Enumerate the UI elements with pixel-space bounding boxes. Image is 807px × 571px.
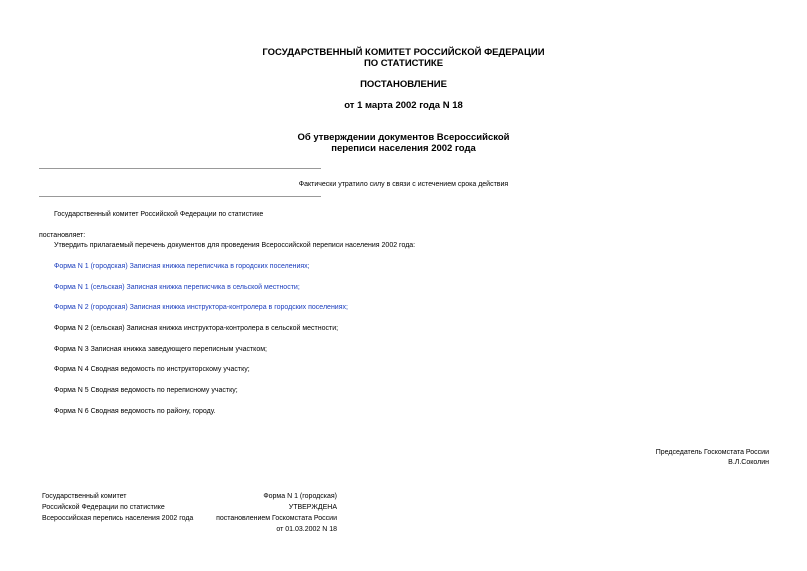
resolves-text: постановляет: [39,232,86,239]
list-item-form-6: Форма N 6 Сводная ведомость по району, городу. [54,408,216,415]
document-date-number: от 1 марта 2002 года N 18 [344,100,463,111]
list-item-form-1-urban[interactable]: Форма N 1 (городская) Записная книжка переписчика в городских поселениях; [54,263,310,270]
footer-left-line-2: Российской Федерации по статистике [42,504,165,511]
list-item-form-3: Форма N 3 Записная книжка заведующего переписным участком; [54,346,267,353]
footer-right-line-1: Форма N 1 (городская) [263,493,337,500]
divider-top [39,168,321,169]
intro-text: Государственный комитет Российской Федерации по статистике [54,211,264,218]
list-item-form-2-urban[interactable]: Форма N 2 (городская) Записная книжка инструктора-контролера в городских поселениях; [54,304,348,311]
footer-right-line-4: от 01.03.2002 N 18 [276,526,337,533]
list-item-form-2-rural: Форма N 2 (сельская) Записная книжка инструктора-контролера в сельской местности; [54,325,339,332]
approve-text: Утвердить прилагаемый перечень документов для проведения Всероссийской переписи населения 2002 года: [54,242,416,249]
signature-position: Председатель Госкомстата России [655,449,769,456]
status-note: Фактически утратило силу в связи с истечением срока действия [298,181,509,188]
divider-bottom [39,196,321,197]
document-subject-line-1: Об утверждении документов Всероссийской [297,132,510,143]
list-item-form-4: Форма N 4 Сводная ведомость по инструкторскому участку; [54,366,250,373]
issuer-line-1: ГОСУДАРСТВЕННЫЙ КОМИТЕТ РОССИЙСКОЙ ФЕДЕРАЦИИ [262,47,545,58]
document-subject-line-2: переписи населения 2002 года [331,143,476,154]
issuer-line-2: ПО СТАТИСТИКЕ [363,58,444,69]
list-item-form-1-rural[interactable]: Форма N 1 (сельская) Записная книжка переписчика в сельской местности; [54,284,300,291]
signature-name: В.Л.Соколин [728,459,769,466]
footer-left-line-1: Государственный комитет [42,493,127,500]
footer-left-line-3: Всероссийская перепись населения 2002 года [42,515,194,522]
document-type: ПОСТАНОВЛЕНИЕ [360,79,447,90]
footer-right-line-3: постановлением Госкомстата России [216,515,337,522]
footer-right-line-2: УТВЕРЖДЕНА [288,504,337,511]
list-item-form-5: Форма N 5 Сводная ведомость по переписному участку; [54,387,238,394]
